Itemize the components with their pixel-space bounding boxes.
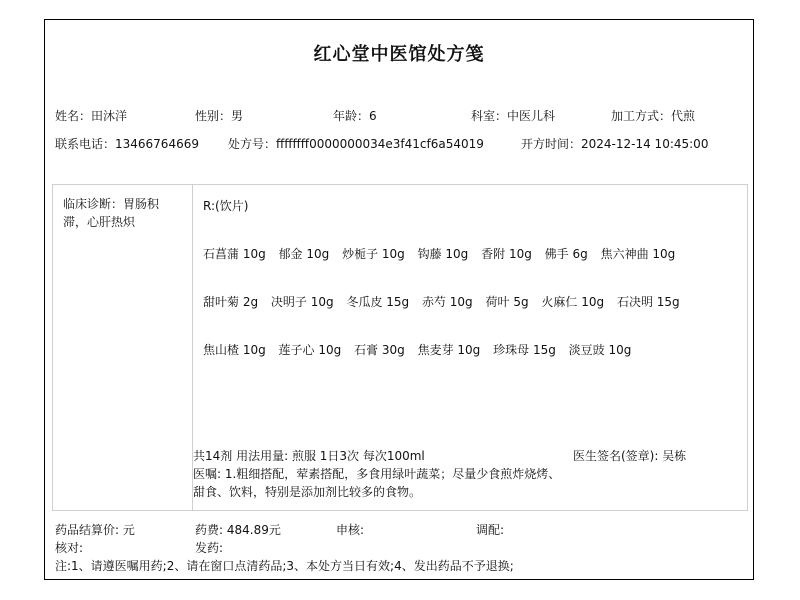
herb-item: 火麻仁 10g (541, 295, 605, 309)
footer-note: 注:1、请遵医嘱用药;2、请在窗口点清药品;3、本处方当日有效;4、发出药品不予退换; (55, 559, 514, 573)
herb-line-1 (203, 245, 684, 262)
drug-fee: 药费: 484.89元 (195, 523, 281, 537)
herb-item: 荷叶 5g (485, 295, 529, 309)
herb-item: 石菖蒲 10g (203, 247, 266, 261)
medical-advice: 医嘱: 1.粗细搭配，荤素搭配，多食用绿叶蔬菜；尽量少食煎炸烧烤、甜食、饮料，特别是添加剂比较多的食物。 (193, 467, 561, 499)
herb-item: 冬瓜皮 15g (346, 295, 410, 309)
footer-row-2 (55, 540, 745, 556)
herb-item: 石决明 15g (616, 295, 680, 309)
herb-line-2 (203, 293, 689, 310)
herb-item: 珍珠母 15g (493, 343, 556, 357)
herb-item: 莲子心 10g (278, 343, 342, 357)
patient-info-row-2 (55, 136, 745, 152)
herb-item: 炒栀子 10g (342, 247, 405, 261)
herb-item: 石膏 30g (354, 343, 405, 357)
prescription-area (193, 185, 747, 510)
check-signature: 核对: (55, 541, 84, 555)
herb-item: 焦山楂 10g (203, 343, 266, 357)
herb-item: 焦麦芽 10g (417, 343, 481, 357)
herb-item: 赤芍 10g (421, 295, 473, 309)
dispense-signature: 调配: (476, 523, 505, 537)
herb-item: 焦六神曲 10g (600, 247, 676, 261)
herb-item: 佛手 6g (544, 247, 588, 261)
doctor-signature: 医生签名(签章): 吴栋 (573, 449, 687, 463)
patient-info-row-1 (55, 108, 745, 124)
herb-item: 钩藤 10g (417, 247, 469, 261)
settlement-price: 药品结算价: 元 (55, 523, 135, 537)
review-signature: 申核: (336, 523, 365, 537)
herb-item: 甜叶菊 2g (203, 295, 259, 309)
clinical-diagnosis: 临床诊断：胃肠积滞，心肝热炽 (53, 185, 193, 510)
prescription-time: 开方时间：2024-12-14 10:45:00 (521, 137, 709, 151)
herb-item: 香附 10g (481, 247, 532, 261)
patient-name: 姓名：田沐洋 (55, 109, 128, 123)
prescription-number: 处方号：ffffffff0000000034e3f41cf6a54019 (228, 137, 484, 151)
footer-row-1 (55, 522, 745, 538)
processing-method: 加工方式：代煎 (611, 109, 696, 123)
herb-item: 淡豆豉 10g (568, 343, 632, 357)
herb-line-3 (203, 341, 640, 358)
prescription-sheet (44, 19, 754, 580)
rx-header: R:(饮片) (203, 199, 249, 213)
patient-age: 年龄：6 (333, 109, 377, 123)
prescription-box (52, 184, 748, 511)
patient-phone: 联系电话：13466764669 (55, 137, 199, 151)
patient-gender: 性别：男 (195, 109, 244, 123)
herb-item: 决明子 10g (270, 295, 334, 309)
page-title: 红心堂中医馆处方笺 (313, 44, 485, 65)
herb-item: 郁金 10g (278, 247, 330, 261)
patient-department: 科室：中医儿科 (471, 109, 556, 123)
deliver-signature: 发药: (195, 541, 224, 555)
dosage-instructions: 共14剂 用法用量: 煎服 1日3次 每次100ml (193, 449, 425, 463)
